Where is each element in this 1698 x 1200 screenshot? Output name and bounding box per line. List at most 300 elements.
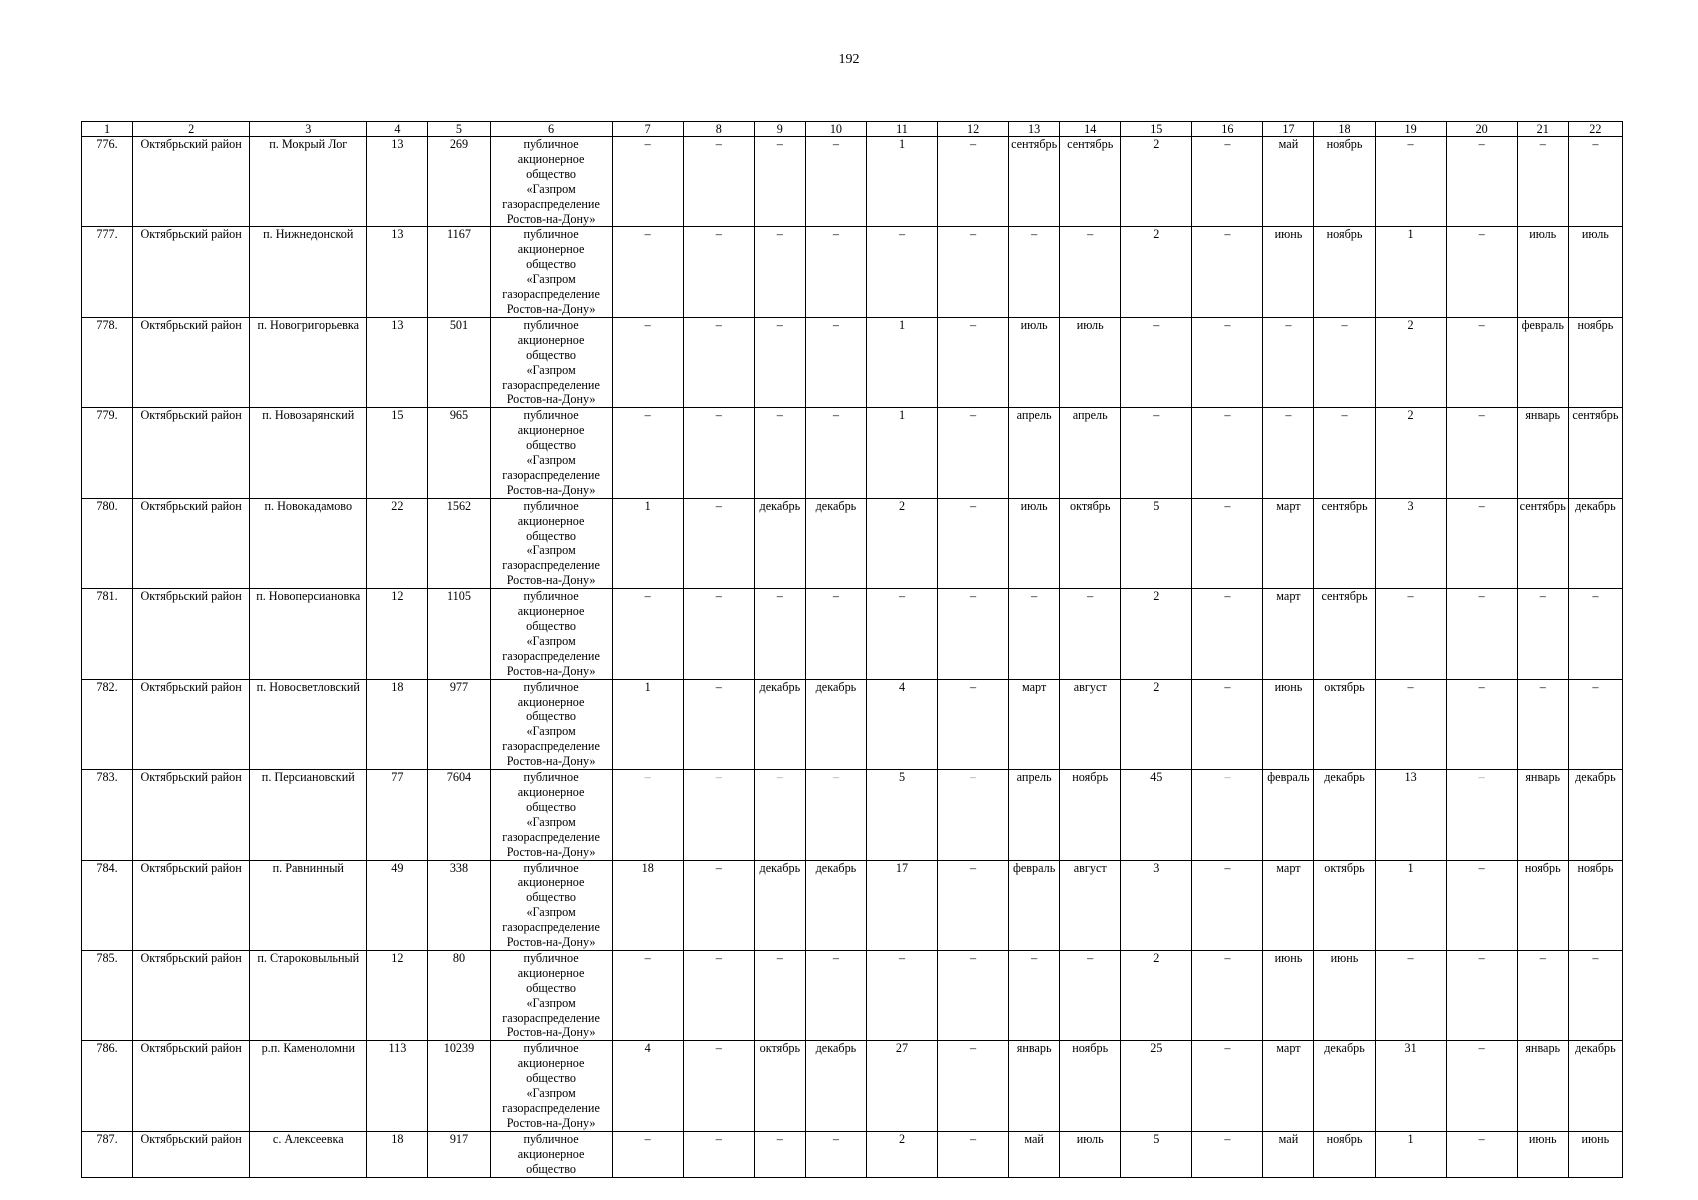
col-21-cell: январь — [1517, 770, 1568, 860]
organization-line: газораспределение — [502, 1010, 600, 1025]
col-21-cell: сентябрь — [1517, 498, 1568, 588]
organization-line: Ростов-на-Дону» — [506, 301, 596, 316]
organization-cell — [490, 589, 612, 679]
locality-cell: п. Новоперсиановка — [250, 589, 367, 679]
table-row — [82, 679, 1623, 769]
col-9-cell: – — [754, 950, 805, 1040]
col-7-cell: 18 — [612, 860, 683, 950]
col-19-cell: – — [1375, 950, 1446, 1040]
row-number: 782. — [82, 679, 133, 769]
col-10-cell: – — [805, 950, 866, 1040]
col-8-cell: – — [683, 1041, 754, 1131]
organization-line: акционерное — [517, 694, 585, 709]
organization-line: акционерное — [517, 1056, 585, 1071]
district-cell: Октябрьский район — [133, 1131, 250, 1177]
col-12-cell: – — [938, 498, 1009, 588]
organization-line: газораспределение — [502, 739, 600, 754]
col-14-cell: июль — [1060, 1131, 1121, 1177]
col-13-cell: июль — [1009, 317, 1060, 407]
organization-line: общество — [526, 1071, 577, 1086]
col-17-cell: – — [1263, 317, 1314, 407]
gasification-register-table — [81, 121, 1623, 1178]
col-11-cell: 27 — [866, 1041, 937, 1131]
col-8-cell: – — [683, 408, 754, 498]
col-11-cell: 2 — [866, 498, 937, 588]
organization-line: общество — [526, 438, 577, 453]
col-15-cell: 5 — [1121, 498, 1192, 588]
column-header-22: 22 — [1568, 122, 1622, 137]
col-16-cell: – — [1192, 679, 1263, 769]
row-number: 786. — [82, 1041, 133, 1131]
district-cell: Октябрьский район — [133, 317, 250, 407]
organization-line: публичное — [523, 679, 579, 694]
col-16-cell: – — [1192, 317, 1263, 407]
col-10-cell: декабрь — [805, 860, 866, 950]
col-12-cell: – — [938, 137, 1009, 227]
col-4-cell: 49 — [367, 860, 428, 950]
col-15-cell: 5 — [1121, 1131, 1192, 1177]
organization-line: акционерное — [517, 513, 585, 528]
organization-line: газораспределение — [502, 920, 600, 935]
col-18-cell: ноябрь — [1314, 1131, 1375, 1177]
col-5-cell: 269 — [428, 137, 490, 227]
organization-line: «Газпром — [526, 543, 576, 558]
locality-cell: п. Новозарянский — [250, 408, 367, 498]
row-number: 784. — [82, 860, 133, 950]
col-11-cell: 4 — [866, 679, 937, 769]
col-22-cell: декабрь — [1568, 770, 1622, 860]
col-16-cell: – — [1192, 498, 1263, 588]
organization-line: публичное — [523, 589, 579, 604]
col-12-cell: – — [938, 589, 1009, 679]
row-number: 777. — [82, 227, 133, 317]
col-12-cell: – — [938, 770, 1009, 860]
col-7-cell: – — [612, 137, 683, 227]
col-21-cell: – — [1517, 589, 1568, 679]
col-9-cell: – — [754, 227, 805, 317]
organization-line: акционерное — [517, 151, 585, 166]
col-12-cell: – — [938, 679, 1009, 769]
col-18-cell: – — [1314, 317, 1375, 407]
col-8-cell: – — [683, 770, 754, 860]
organization-line: газораспределение — [502, 467, 600, 482]
col-17-cell: март — [1263, 589, 1314, 679]
col-13-cell: февраль — [1009, 860, 1060, 950]
district-cell: Октябрьский район — [133, 498, 250, 588]
col-18-cell: декабрь — [1314, 770, 1375, 860]
column-header-13: 13 — [1009, 122, 1060, 137]
col-16-cell: – — [1192, 770, 1263, 860]
organization-line: Ростов-на-Дону» — [506, 1025, 596, 1040]
col-9-cell: – — [754, 317, 805, 407]
table-row — [82, 227, 1623, 317]
col-9-cell: – — [754, 137, 805, 227]
col-10-cell: декабрь — [805, 679, 866, 769]
col-11-cell: 1 — [866, 317, 937, 407]
organization-line: Ростов-на-Дону» — [506, 935, 596, 950]
organization-cell — [490, 860, 612, 950]
row-number: 779. — [82, 408, 133, 498]
col-7-cell: 1 — [612, 498, 683, 588]
table-row — [82, 1041, 1623, 1131]
col-12-cell: – — [938, 317, 1009, 407]
district-cell: Октябрьский район — [133, 589, 250, 679]
col-21-cell: ноябрь — [1517, 860, 1568, 950]
organization-line: газораспределение — [502, 829, 600, 844]
table-row — [82, 950, 1623, 1040]
col-11-cell: 1 — [866, 408, 937, 498]
organization-line: акционерное — [517, 784, 585, 799]
col-21-cell: – — [1517, 137, 1568, 227]
col-19-cell: 1 — [1375, 227, 1446, 317]
organization-line: общество — [526, 528, 577, 543]
organization-line: общество — [526, 1161, 577, 1176]
col-14-cell: ноябрь — [1060, 770, 1121, 860]
col-22-cell: – — [1568, 679, 1622, 769]
col-21-cell: – — [1517, 950, 1568, 1040]
column-header-7: 7 — [612, 122, 683, 137]
organization-line: «Газпром — [526, 1086, 576, 1101]
column-header-1: 1 — [82, 122, 133, 137]
district-cell: Октябрьский район — [133, 679, 250, 769]
col-15-cell: 2 — [1121, 227, 1192, 317]
col-5-cell: 501 — [428, 317, 490, 407]
organization-line: общество — [526, 980, 577, 995]
col-18-cell: декабрь — [1314, 1041, 1375, 1131]
col-4-cell: 22 — [367, 498, 428, 588]
organization-line: общество — [526, 257, 577, 272]
column-number-row — [82, 122, 1623, 137]
locality-cell: п. Новогригорьевка — [250, 317, 367, 407]
col-21-cell: – — [1517, 679, 1568, 769]
col-7-cell: – — [612, 227, 683, 317]
col-20-cell: – — [1446, 770, 1517, 860]
col-22-cell: – — [1568, 950, 1622, 1040]
organization-line: Ростов-на-Дону» — [506, 482, 596, 497]
col-18-cell: сентябрь — [1314, 589, 1375, 679]
column-header-3: 3 — [250, 122, 367, 137]
col-4-cell: 12 — [367, 950, 428, 1040]
col-20-cell: – — [1446, 1131, 1517, 1177]
table-row — [82, 770, 1623, 860]
table-row — [82, 408, 1623, 498]
district-cell: Октябрьский район — [133, 227, 250, 317]
district-cell: Октябрьский район — [133, 950, 250, 1040]
col-9-cell: – — [754, 408, 805, 498]
organization-line: общество — [526, 347, 577, 362]
col-17-cell: май — [1263, 137, 1314, 227]
col-20-cell: – — [1446, 589, 1517, 679]
col-19-cell: – — [1375, 679, 1446, 769]
col-8-cell: – — [683, 950, 754, 1040]
col-15-cell: 2 — [1121, 137, 1192, 227]
table-row — [82, 317, 1623, 407]
locality-cell: п. Нижнедонской — [250, 227, 367, 317]
col-15-cell: – — [1121, 317, 1192, 407]
column-header-10: 10 — [805, 122, 866, 137]
col-22-cell: ноябрь — [1568, 317, 1622, 407]
organization-line: общество — [526, 799, 577, 814]
organization-line: публичное — [523, 770, 579, 785]
col-22-cell: декабрь — [1568, 1041, 1622, 1131]
col-4-cell: 13 — [367, 137, 428, 227]
organization-line: Ростов-на-Дону» — [506, 392, 596, 407]
col-4-cell: 13 — [367, 317, 428, 407]
organization-cell — [490, 679, 612, 769]
col-16-cell: – — [1192, 227, 1263, 317]
organization-line: «Газпром — [526, 995, 576, 1010]
col-13-cell: январь — [1009, 1041, 1060, 1131]
row-number: 778. — [82, 317, 133, 407]
organization-cell — [490, 137, 612, 227]
col-11-cell: – — [866, 227, 937, 317]
organization-line: газораспределение — [502, 648, 600, 663]
col-10-cell: – — [805, 770, 866, 860]
organization-line: газораспределение — [502, 558, 600, 573]
col-10-cell: – — [805, 227, 866, 317]
col-14-cell: – — [1060, 589, 1121, 679]
col-19-cell: 2 — [1375, 317, 1446, 407]
col-13-cell: апрель — [1009, 408, 1060, 498]
col-18-cell: октябрь — [1314, 860, 1375, 950]
col-10-cell: декабрь — [805, 498, 866, 588]
table-row — [82, 860, 1623, 950]
col-16-cell: – — [1192, 860, 1263, 950]
col-17-cell: июнь — [1263, 950, 1314, 1040]
locality-cell: р.п. Каменоломни — [250, 1041, 367, 1131]
organization-line: акционерное — [517, 1146, 585, 1161]
column-header-2: 2 — [133, 122, 250, 137]
column-header-18: 18 — [1314, 122, 1375, 137]
col-17-cell: март — [1263, 498, 1314, 588]
table-header — [82, 122, 1623, 137]
col-9-cell: – — [754, 589, 805, 679]
column-header-4: 4 — [367, 122, 428, 137]
col-13-cell: – — [1009, 589, 1060, 679]
organization-cell — [490, 498, 612, 588]
col-18-cell: ноябрь — [1314, 137, 1375, 227]
col-21-cell: январь — [1517, 408, 1568, 498]
organization-cell — [490, 227, 612, 317]
table-row — [82, 137, 1623, 227]
organization-line: Ростов-на-Дону» — [506, 573, 596, 588]
col-16-cell: – — [1192, 589, 1263, 679]
col-21-cell: июнь — [1517, 1131, 1568, 1177]
col-4-cell: 12 — [367, 589, 428, 679]
col-22-cell: – — [1568, 589, 1622, 679]
col-13-cell: май — [1009, 1131, 1060, 1177]
col-7-cell: – — [612, 950, 683, 1040]
col-7-cell: – — [612, 589, 683, 679]
col-16-cell: – — [1192, 950, 1263, 1040]
organization-line: Ростов-на-Дону» — [506, 663, 596, 678]
locality-cell: с. Алексеевка — [250, 1131, 367, 1177]
col-11-cell: 2 — [866, 1131, 937, 1177]
table-row — [82, 1131, 1623, 1177]
col-21-cell: январь — [1517, 1041, 1568, 1131]
locality-cell: п. Равнинный — [250, 860, 367, 950]
col-19-cell: 2 — [1375, 408, 1446, 498]
column-header-19: 19 — [1375, 122, 1446, 137]
organization-line: Ростов-на-Дону» — [506, 1115, 596, 1130]
col-20-cell: – — [1446, 227, 1517, 317]
organization-cell — [490, 1131, 612, 1177]
table-row — [82, 589, 1623, 679]
col-15-cell: 2 — [1121, 589, 1192, 679]
col-17-cell: – — [1263, 408, 1314, 498]
col-11-cell: – — [866, 589, 937, 679]
column-header-17: 17 — [1263, 122, 1314, 137]
col-22-cell: – — [1568, 137, 1622, 227]
col-14-cell: август — [1060, 860, 1121, 950]
organization-line: публичное — [523, 137, 579, 151]
col-9-cell: – — [754, 1131, 805, 1177]
organization-line: публичное — [523, 227, 579, 242]
organization-line: газораспределение — [502, 1101, 600, 1115]
table-row — [82, 498, 1623, 588]
col-22-cell: ноябрь — [1568, 860, 1622, 950]
col-22-cell: июль — [1568, 227, 1622, 317]
col-12-cell: – — [938, 227, 1009, 317]
organization-cell — [490, 770, 612, 860]
col-13-cell: – — [1009, 950, 1060, 1040]
organization-line: Ростов-на-Дону» — [506, 211, 596, 226]
col-13-cell: сентябрь — [1009, 137, 1060, 227]
column-header-16: 16 — [1192, 122, 1263, 137]
col-20-cell: – — [1446, 950, 1517, 1040]
organization-line: «Газпром — [526, 453, 576, 468]
column-header-9: 9 — [754, 122, 805, 137]
col-20-cell: – — [1446, 317, 1517, 407]
organization-line: публичное — [523, 860, 579, 875]
col-15-cell: – — [1121, 408, 1192, 498]
organization-line: публичное — [523, 498, 579, 513]
col-14-cell: сентябрь — [1060, 137, 1121, 227]
organization-line: «Газпром — [526, 181, 576, 196]
column-header-21: 21 — [1517, 122, 1568, 137]
col-5-cell: 1167 — [428, 227, 490, 317]
column-header-20: 20 — [1446, 122, 1517, 137]
col-19-cell: – — [1375, 137, 1446, 227]
col-17-cell: июнь — [1263, 227, 1314, 317]
col-15-cell: 3 — [1121, 860, 1192, 950]
col-22-cell: июнь — [1568, 1131, 1622, 1177]
col-11-cell: 17 — [866, 860, 937, 950]
column-header-12: 12 — [938, 122, 1009, 137]
col-9-cell: октябрь — [754, 1041, 805, 1131]
col-5-cell: 10239 — [428, 1041, 490, 1131]
organization-line: Ростов-на-Дону» — [506, 754, 596, 769]
col-7-cell: – — [612, 317, 683, 407]
col-13-cell: – — [1009, 227, 1060, 317]
row-number: 776. — [82, 137, 133, 227]
organization-line: акционерное — [517, 332, 585, 347]
col-4-cell: 13 — [367, 227, 428, 317]
organization-cell — [490, 317, 612, 407]
col-15-cell: 45 — [1121, 770, 1192, 860]
col-5-cell: 917 — [428, 1131, 490, 1177]
col-9-cell: декабрь — [754, 860, 805, 950]
col-10-cell: – — [805, 137, 866, 227]
col-10-cell: – — [805, 408, 866, 498]
col-19-cell: 31 — [1375, 1041, 1446, 1131]
organization-line: общество — [526, 619, 577, 633]
col-8-cell: – — [683, 860, 754, 950]
col-14-cell: апрель — [1060, 408, 1121, 498]
locality-cell: п. Персиановский — [250, 770, 367, 860]
col-9-cell: декабрь — [754, 498, 805, 588]
col-8-cell: – — [683, 589, 754, 679]
organization-line: общество — [526, 709, 577, 724]
col-8-cell: – — [683, 679, 754, 769]
col-5-cell: 80 — [428, 950, 490, 1040]
col-17-cell: март — [1263, 1041, 1314, 1131]
col-16-cell: – — [1192, 1041, 1263, 1131]
col-13-cell: апрель — [1009, 770, 1060, 860]
organization-line: газораспределение — [502, 287, 600, 302]
col-13-cell: июль — [1009, 498, 1060, 588]
col-19-cell: 13 — [1375, 770, 1446, 860]
col-8-cell: – — [683, 317, 754, 407]
organization-line: газораспределение — [502, 377, 600, 392]
col-10-cell: – — [805, 1131, 866, 1177]
col-21-cell: февраль — [1517, 317, 1568, 407]
organization-line: «Газпром — [526, 272, 576, 287]
col-4-cell: 113 — [367, 1041, 428, 1131]
col-21-cell: июль — [1517, 227, 1568, 317]
organization-line: публичное — [523, 950, 579, 965]
col-8-cell: – — [683, 137, 754, 227]
col-7-cell: – — [612, 408, 683, 498]
col-8-cell: – — [683, 498, 754, 588]
organization-line: газораспределение — [502, 196, 600, 211]
district-cell: Октябрьский район — [133, 770, 250, 860]
col-9-cell: – — [754, 770, 805, 860]
col-8-cell: – — [683, 227, 754, 317]
col-18-cell: сентябрь — [1314, 498, 1375, 588]
col-14-cell: июль — [1060, 317, 1121, 407]
col-19-cell: 3 — [1375, 498, 1446, 588]
organization-line: публичное — [523, 1041, 579, 1056]
organization-line: «Газпром — [526, 362, 576, 377]
col-15-cell: 2 — [1121, 950, 1192, 1040]
column-header-11: 11 — [866, 122, 937, 137]
col-12-cell: – — [938, 950, 1009, 1040]
organization-line: акционерное — [517, 604, 585, 619]
col-4-cell: 18 — [367, 679, 428, 769]
organization-line: Ростов-на-Дону» — [506, 844, 596, 859]
row-number: 781. — [82, 589, 133, 679]
district-cell: Октябрьский район — [133, 408, 250, 498]
column-header-8: 8 — [683, 122, 754, 137]
col-20-cell: – — [1446, 1041, 1517, 1131]
column-header-6: 6 — [490, 122, 612, 137]
row-number: 787. — [82, 1131, 133, 1177]
col-19-cell: 1 — [1375, 860, 1446, 950]
col-16-cell: – — [1192, 1131, 1263, 1177]
col-12-cell: – — [938, 1131, 1009, 1177]
col-10-cell: – — [805, 589, 866, 679]
col-10-cell: – — [805, 317, 866, 407]
locality-cell: п. Новосветловский — [250, 679, 367, 769]
col-17-cell: февраль — [1263, 770, 1314, 860]
col-19-cell: 1 — [1375, 1131, 1446, 1177]
organization-line: акционерное — [517, 875, 585, 890]
col-17-cell: март — [1263, 860, 1314, 950]
organization-cell — [490, 1041, 612, 1131]
col-14-cell: – — [1060, 227, 1121, 317]
table-body — [82, 137, 1623, 1178]
